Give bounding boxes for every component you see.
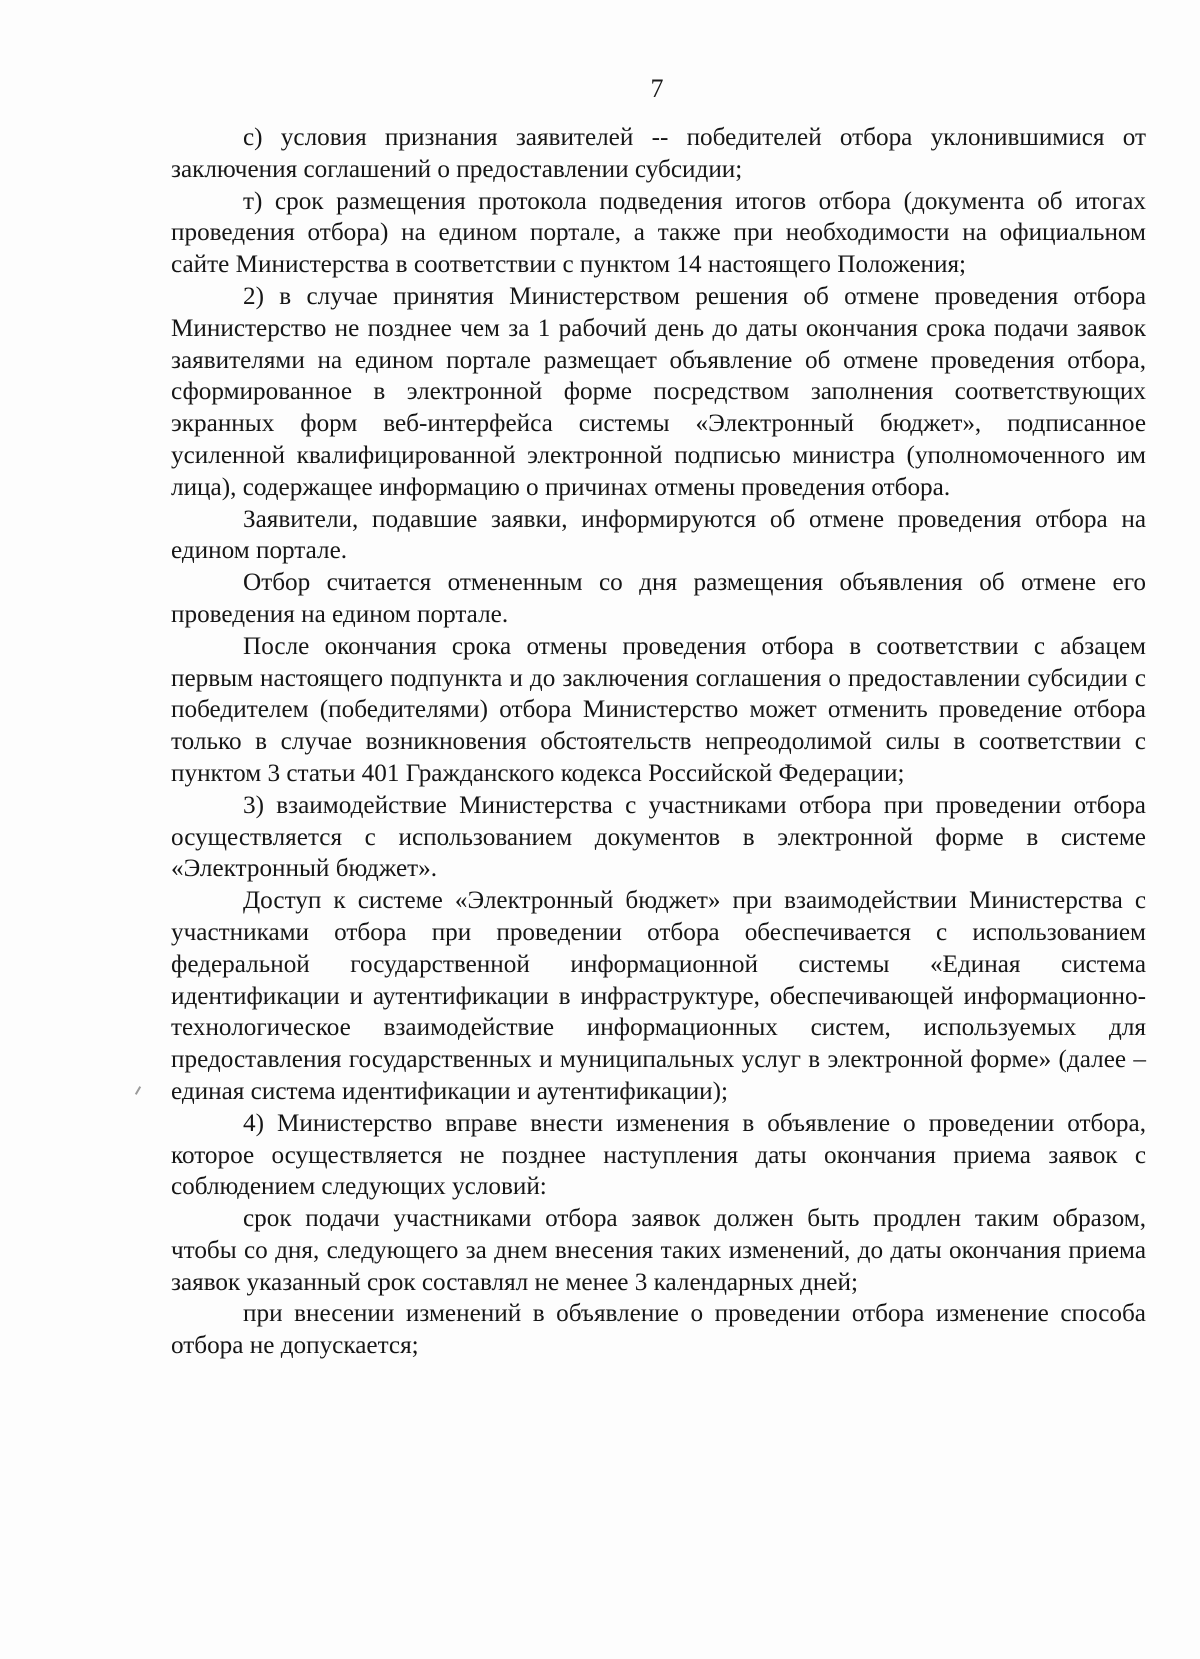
scan-mark [135,1086,141,1095]
paragraph-4: 4) Министерство вправе внести изменения в объявление о проведении отбора, которое осуществляется не позднее наступления даты окончания приема заявок с соблюдением следующих условий: [171,1109,1146,1201]
paragraph-system-access: Доступ к системе «Электронный бюджет» при взаимодействии Министерства с участниками отбора при проведении отбора обеспечивается с использованием федеральной государственной информационной системы «Единая система идентификации и аутентификации в инфраструктуре, обеспечивающей информационно-технологическое взаимодействие информационных систем, используемых для предоставления государственных и муниципальных услуг в электронной форме» (далее – единая система идентификации и аутентификации); [171,887,1146,1105]
paragraph-applicants-informed: Заявители, подавшие заявки, информируются об отмене проведения отбора на едином портале. [171,505,1146,565]
paragraph-3: 3) взаимодействие Министерства с участниками отбора при проведении отбора осуществляется с использованием документов в электронной форме в системе «Электронный бюджет». [171,791,1146,883]
paragraph-s: с) условия признания заявителей -- победителей отбора уклонившимися от заключения соглашений о предоставлении субсидии; [171,124,1146,183]
paragraph-method-change: при внесении изменений в объявление о проведении отбора изменение способа отбора не допускается; [171,1300,1146,1360]
paragraph-after-cancellation-term: После окончания срока отмены проведения отбора в соответствии с абзацем первым настоящего подпункта и до заключения соглашения о предоставлении субсидии с победителем (победителями) отбора Министерство может отменить проведение отбора только в случае возникновения обстоятельств непреодолимой силы в соответствии с пунктом 3 статьи 401 Гражданского кодекса Российской Федерации; [171,632,1146,787]
document-body [171,122,1146,1362]
page-number: 7 [650,74,664,103]
paragraph-2: 2) в случае принятия Министерством решения об отмене проведения отбора Министерство не позднее чем за 1 рабочий день до даты окончания срока подачи заявок заявителями на едином портале размещает объявление об отмене проведения отбора, сформированное в электронной форме посредством заполнения соответствующих экранных форм веб-интерфейса системы «Электронный бюджет», подписанное усиленной квалифицированной электронной подписью министра (уполномоченного им лица), содержащее информацию о причинах отмены проведения отбора. [171,282,1146,501]
paragraph-deadline-extension: срок подачи участниками отбора заявок должен быть продлен таким образом, чтобы со дня, следующего за днем внесения таких изменений, до даты окончания приема заявок указанный срок составлял не менее 3 календарных дней; [171,1205,1146,1296]
paragraph-t: т) срок размещения протокола подведения итогов отбора (документа об итогах проведения отбора) на едином портале, а также при необходимости на официальном сайте Министерства в соответствии с пунктом 14 настоящего Положения; [171,187,1146,279]
paragraph-selection-cancelled: Отбор считается отмененным со дня размещения объявления об отмене его проведения на едином портале. [171,569,1146,628]
